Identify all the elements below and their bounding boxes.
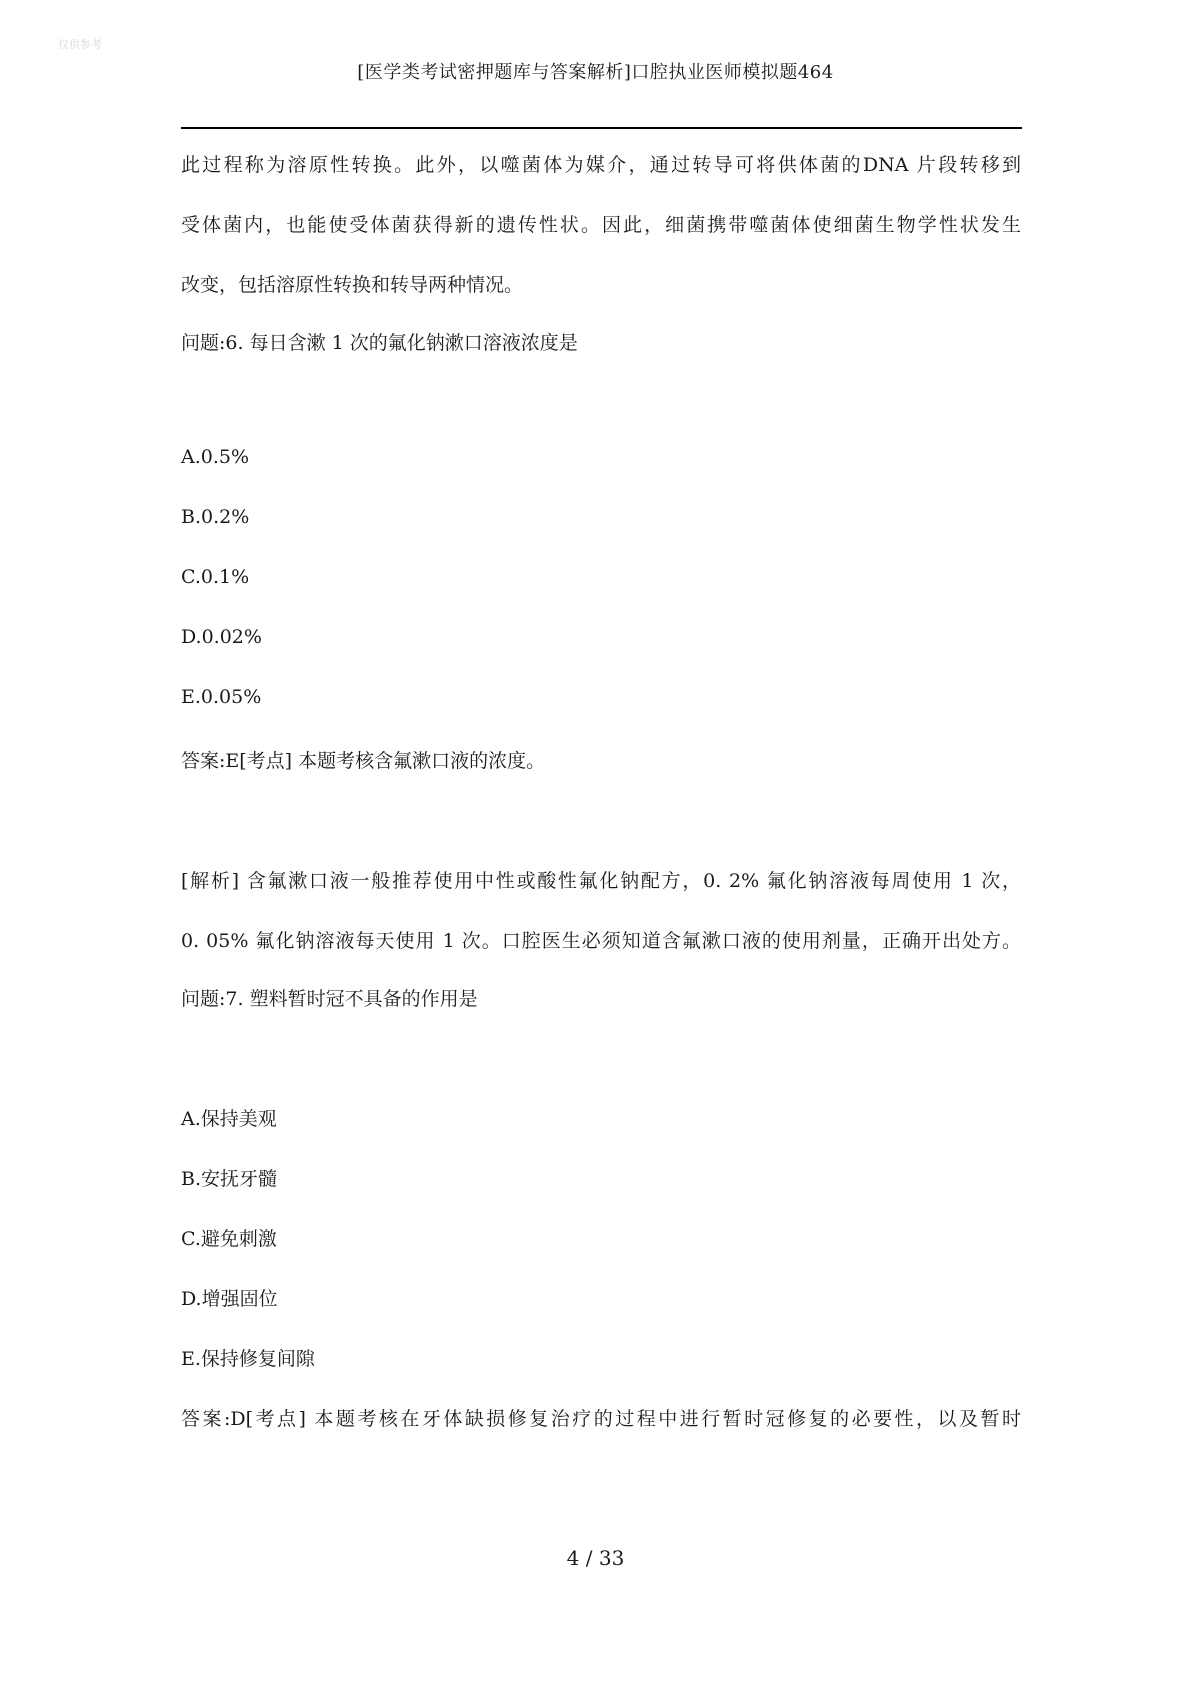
q7-option-e: E.保持修复间隙 [181, 1348, 315, 1370]
q7-option-c: C.避免刺激 [181, 1228, 277, 1250]
header-divider [181, 127, 1022, 129]
q7-option-a: A.保持美观 [181, 1108, 277, 1130]
intro-line-3: 改变，包括溶原性转换和转导两种情况。 [181, 274, 524, 296]
q6-answer: 答案:E[考点] 本题考核含氟漱口液的浓度。 [181, 750, 546, 772]
q7-answer: 答案:D[考点] 本题考核在牙体缺损修复治疗的过程中进行暂时冠修复的必要性，以及暂时 [181, 1408, 1021, 1430]
q7-option-b: B.安抚牙髓 [181, 1168, 278, 1190]
q7-option-d: D.增强固位 [181, 1288, 278, 1310]
corner-watermark: 仅供参考 [58, 39, 102, 51]
q6-option-b: B.0.2% [181, 506, 250, 528]
q6-option-c: C.0.1% [181, 566, 250, 588]
question-6: 问题:6. 每日含漱 1 次的氟化钠漱口溶液浓度是 [181, 332, 578, 354]
q6-analysis-line-2: 0. 05% 氟化钠溶液每天使用 1 次。口腔医生必须知道含氟漱口液的使用剂量，正确开出处方。 [181, 930, 1021, 952]
document-header-title: [医学类考试密押题库与答案解析]口腔执业医师模拟题464 [357, 62, 834, 83]
question-7: 问题:7. 塑料暂时冠不具备的作用是 [181, 988, 478, 1010]
q6-option-d: D.0.02% [181, 626, 262, 648]
q6-option-a: A.0.5% [181, 446, 250, 468]
q6-analysis-line-1: [解析] 含氟漱口液一般推荐使用中性或酸性氟化钠配方，0. 2% 氟化钠溶液每周使用 1 次， [181, 870, 1021, 892]
intro-line-2: 受体菌内，也能使受体菌获得新的遗传性状。因此，细菌携带噬菌体使细菌生物学性状发生 [181, 214, 1021, 236]
q6-option-e: E.0.05% [181, 686, 262, 708]
page-number: 4 / 33 [566, 1546, 625, 1570]
intro-line-1: 此过程称为溶原性转换。此外，以噬菌体为媒介，通过转导可将供体菌的DNA 片段转移到 [181, 154, 1021, 176]
